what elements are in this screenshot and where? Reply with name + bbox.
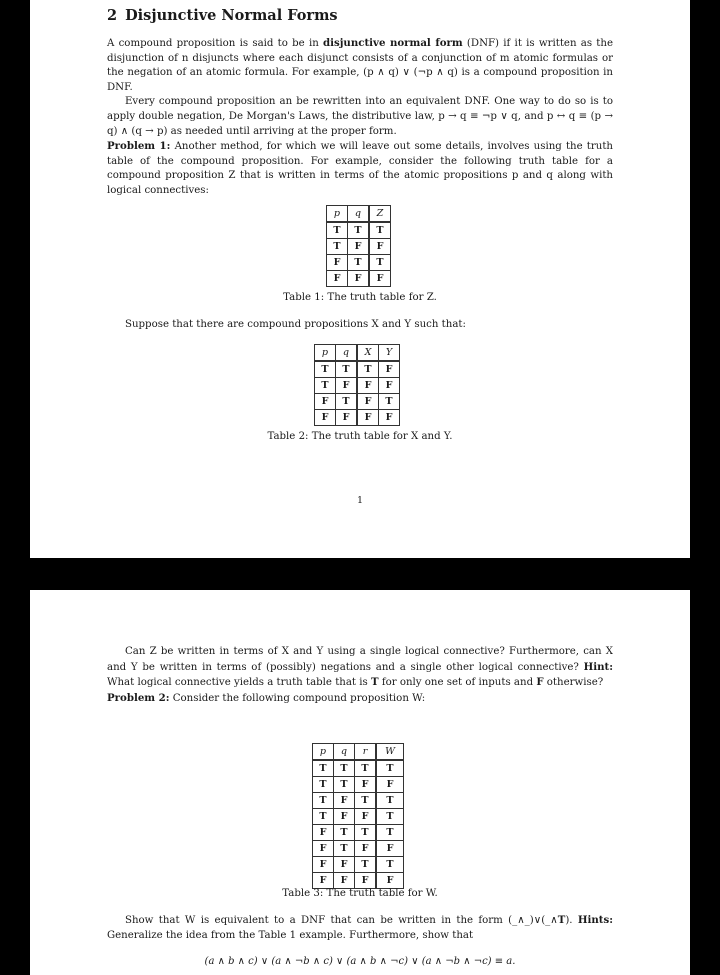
- table-cell: F: [315, 410, 336, 426]
- table-header-cell: p: [327, 206, 348, 223]
- table-row: [327, 255, 391, 271]
- table-cell: T: [355, 760, 377, 777]
- section-heading: [107, 7, 346, 24]
- table-cell: T: [313, 777, 334, 793]
- table-cell: F: [334, 793, 355, 809]
- suppose-text: Suppose that there are compound propositions X and Y such that:: [125, 319, 466, 330]
- table-cell: T: [348, 255, 370, 271]
- table-cell: T: [327, 222, 348, 239]
- table-header-row: [315, 345, 400, 362]
- document-page-2: [30, 590, 690, 975]
- table-cell: F: [376, 873, 404, 889]
- table-cell: F: [336, 410, 358, 426]
- table-cell: F: [313, 841, 334, 857]
- table-row: [313, 809, 404, 825]
- question-text: [107, 645, 613, 706]
- table-cell: F: [327, 271, 348, 287]
- table-header-cell: q: [334, 744, 355, 761]
- table1-caption: Table 1: The truth table for Z.: [283, 292, 437, 303]
- table-cell: T: [334, 841, 355, 857]
- table-cell: T: [315, 378, 336, 394]
- table-cell: F: [379, 361, 400, 378]
- table-row: [327, 222, 391, 239]
- table-header-cell: Y: [379, 345, 400, 362]
- hints-label: Hints:: [577, 914, 613, 926]
- table-cell: T: [334, 825, 355, 841]
- table-cell: F: [379, 378, 400, 394]
- truth-table-w: [312, 743, 404, 889]
- table-header-cell: Z: [369, 206, 391, 223]
- problem2-label: Problem 2:: [107, 691, 170, 704]
- table-cell: T: [334, 777, 355, 793]
- table-row: [313, 857, 404, 873]
- table-cell: T: [336, 394, 358, 410]
- table-cell: F: [376, 777, 404, 793]
- table-cell: F: [376, 841, 404, 857]
- table-header-cell: X: [357, 345, 379, 362]
- table-header-cell: p: [313, 744, 334, 761]
- table-cell: T: [355, 857, 377, 873]
- table-cell: T: [369, 222, 391, 239]
- table-header-row: [327, 206, 391, 223]
- table-row: [315, 361, 400, 378]
- table-cell: F: [334, 857, 355, 873]
- table-cell: T: [313, 760, 334, 777]
- table-cell: F: [379, 410, 400, 426]
- equivalence-formula: (a ∧ b ∧ c) ∨ (a ∧ ¬b ∧ c) ∨ (a ∧ b ∧ ¬c) ∨ (a ∧ ¬b ∧ ¬c) ≡ a.: [204, 956, 516, 967]
- table-row: [313, 777, 404, 793]
- table-cell: T: [315, 361, 336, 378]
- page-number: 1: [356, 495, 364, 506]
- table3-caption: Table 3: The truth table for W.: [282, 888, 438, 899]
- hint-label: Hint:: [583, 660, 613, 673]
- table-row: [313, 873, 404, 889]
- show-text: [107, 913, 613, 943]
- table-cell: F: [355, 809, 377, 825]
- table-cell: T: [327, 239, 348, 255]
- table-cell: F: [327, 255, 348, 271]
- table-cell: F: [357, 394, 379, 410]
- table-row: [313, 825, 404, 841]
- table-cell: F: [357, 410, 379, 426]
- table-header-cell: q: [336, 345, 358, 362]
- table-header-cell: r: [355, 744, 377, 761]
- table-cell: T: [376, 857, 404, 873]
- table-cell: F: [313, 873, 334, 889]
- table-header-cell: W: [376, 744, 404, 761]
- problem2-paragraph: Problem 2: Consider the following compound proposition W:: [107, 691, 426, 704]
- table-cell: T: [313, 793, 334, 809]
- truth-table-z: [326, 205, 391, 287]
- table-header-cell: q: [348, 206, 370, 223]
- table-row: [315, 394, 400, 410]
- table-cell: T: [376, 793, 404, 809]
- table-cell: T: [376, 809, 404, 825]
- table-cell: F: [355, 777, 377, 793]
- table-header-cell: p: [315, 345, 336, 362]
- table-cell: T: [357, 361, 379, 378]
- section-title: Disjunctive Normal Forms: [125, 7, 338, 24]
- question-paragraph: Can Z be written in terms of X and Y using a single logical connective? Furthermore, can X and Y be written in terms of (possibly) negations and a single other logical connective? Hint: What logical connective yields a truth table that is T for only one set of inputs and F otherwise?: [107, 646, 613, 689]
- table-row: [313, 793, 404, 809]
- truth-table-x-y: [314, 344, 400, 426]
- table-row: [313, 841, 404, 857]
- table-cell: T: [355, 793, 377, 809]
- table-cell: F: [334, 873, 355, 889]
- table-row: [315, 410, 400, 426]
- problem1-paragraph: Problem 1: Another method, for which we will leave out some details, involves using the truth table of the compound proposition. For example, consider the following truth table for a compound proposition Z that is written in terms of the atomic propositions p and q along with logical connectives:: [107, 140, 613, 196]
- table-row: [327, 271, 391, 287]
- table2-caption: Table 2: The truth table for X and Y.: [267, 431, 453, 442]
- document-page-1: [30, 0, 690, 558]
- table-cell: T: [355, 825, 377, 841]
- table-cell: F: [313, 857, 334, 873]
- table-cell: F: [348, 239, 370, 255]
- table-cell: T: [313, 809, 334, 825]
- rewrite-paragraph: Every compound proposition an be rewritten into an equivalent DNF. One way to do so is to apply double negation, De Morgan's Laws, the distributive law, p → q ≡ ¬p ∨ q, and p ↔ q ≡ (p → q) ∧ (q → p) as needed until arriving at the proper form.: [107, 96, 613, 137]
- table-cell: T: [376, 825, 404, 841]
- table-cell: F: [369, 271, 391, 287]
- table-cell: T: [336, 361, 358, 378]
- table-cell: F: [313, 825, 334, 841]
- table-cell: T: [376, 760, 404, 777]
- table-row: [313, 760, 404, 777]
- intro-text: [107, 36, 613, 199]
- table-cell: F: [355, 873, 377, 889]
- table-row: [315, 378, 400, 394]
- table-header-row: [313, 744, 404, 761]
- show-paragraph: Show that W is equivalent to a DNF that can be written in the form (_∧_)∨(_∧T). Hints: Generalize the idea from the Table 1 example. Furthermore, show that: [107, 914, 613, 941]
- table-cell: T: [334, 760, 355, 777]
- table-cell: F: [348, 271, 370, 287]
- table-cell: T: [379, 394, 400, 410]
- table-cell: F: [357, 378, 379, 394]
- table-cell: F: [334, 809, 355, 825]
- table-cell: T: [348, 222, 370, 239]
- table-cell: F: [315, 394, 336, 410]
- table-cell: T: [369, 255, 391, 271]
- table-cell: F: [355, 841, 377, 857]
- dnf-definition-paragraph: A compound proposition is said to be in disjunctive normal form (DNF) if it is written as the disjunction of n disjuncts where each disjunct consists of a conjunction of m atomic formulas or the negation of an atomic formula. For example, (p ∧ q) ∨ (¬p ∧ q) is a compound proposition in DNF.: [107, 37, 613, 93]
- section-number: 2: [107, 7, 118, 24]
- table-cell: F: [336, 378, 358, 394]
- problem1-label: Problem 1:: [107, 140, 171, 153]
- table-cell: F: [369, 239, 391, 255]
- table-row: [327, 239, 391, 255]
